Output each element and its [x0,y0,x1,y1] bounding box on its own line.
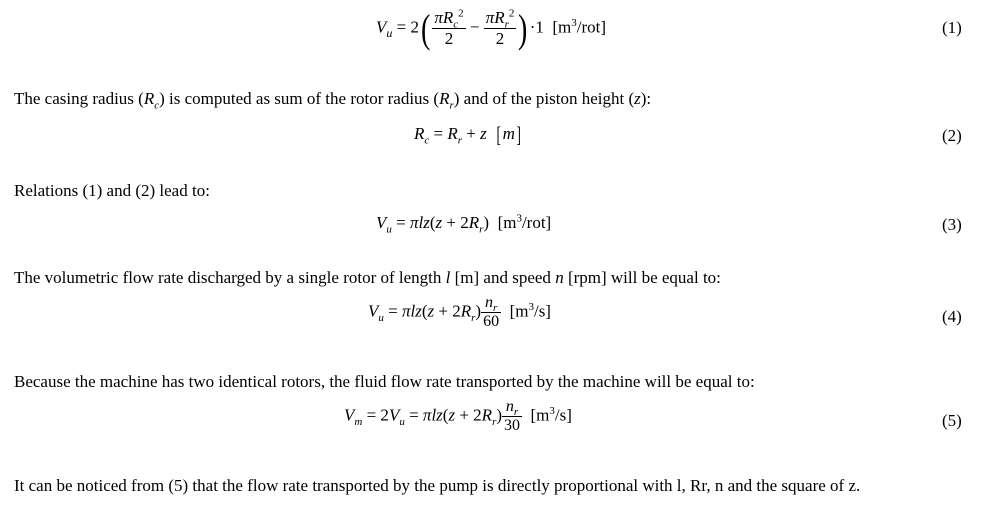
equation-2-number: (2) [942,126,962,145]
equation-5-number: (5) [942,411,962,430]
equation-4: $V_u = \pi lz(z + 2R_r)$ $\frac{n_r}{60}$ $[m^3/s]$ [368,294,551,330]
paragraph-relations: Relations (1) and (2) lead to: [14,181,210,200]
paragraph-volumetric-flow: The volumetric flow rate discharged by a single rotor of length l [m] and speed n [rpm] will be equal to: [14,268,721,287]
paragraph-two-rotors: Because the machine has two identical rotors, the fluid flow rate transported by the machine will be equal to: [14,372,755,391]
equation-2: $R_c = R_r + z$ [m] [414,122,521,147]
paragraph-conclusion: It can be noticed from (5) that the flow rate transported by the pump is directly proportional with l, Rr, n and the square of z. [14,476,861,495]
paragraph-casing-radius: The casing radius $(R_c)$ is computed as sum of the rotor radius $(R_r)$ and of the piston height (z): [14,89,652,112]
equation-3-number: (3) [942,215,962,234]
equation-5: $V_m = 2V_u = \pi lz(z + 2R_r)$ $\frac{n_r}{30}$ $[m^3/s]$ [344,398,572,434]
equation-1-number: (1) [942,18,962,37]
equation-1: $V_u = 2$( $\frac{\pi R_c^2}{2}$ − $\frac{\pi R_r^2}{2}$ ) ·1 $[m^3/rot]$ [376,5,607,51]
equation-3: $V_u = \pi lz(z + 2R_r)$ $[m^3/rot]$ [376,212,552,236]
equation-4-number: (4) [942,307,962,326]
